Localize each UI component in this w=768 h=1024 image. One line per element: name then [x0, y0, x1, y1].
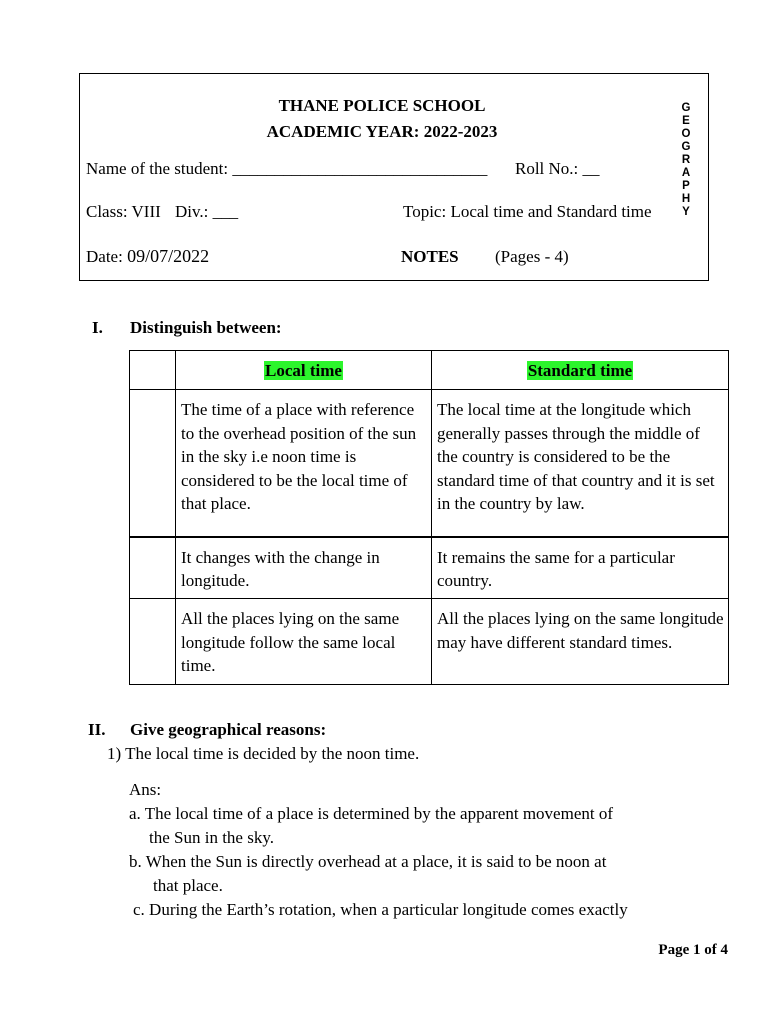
subject-letter: G [681, 141, 691, 153]
subject-letter: O [681, 128, 691, 140]
subject-letter: H [681, 193, 691, 205]
table-row [130, 537, 729, 599]
pages-count: (Pages - 4) [495, 247, 569, 266]
table-row [130, 390, 729, 537]
table-cell: The local time at the longitude which generally passes through the middle of the country is considered to be the standard time of that country and it is set in the country by law. [432, 390, 729, 537]
subject-vertical-label [679, 102, 693, 219]
section2-number: II. [88, 720, 106, 739]
date [86, 246, 209, 267]
header-standard-time: Standard time [527, 361, 633, 380]
topic: Topic: Local time and Standard time [403, 202, 652, 221]
table-cell: All the places lying on the same longitude may have different standard times. [432, 599, 729, 685]
subject-letter: A [681, 167, 691, 179]
class-label: Class: VIII [86, 202, 161, 221]
roll-no: Roll No.: __ [515, 159, 600, 178]
section1-title: Distinguish between: [130, 318, 282, 337]
header-box [79, 73, 709, 281]
date-value: 09/07/2022 [127, 246, 210, 266]
table-num-cell [130, 351, 176, 390]
table-num-cell [130, 599, 176, 685]
subject-letter: G [681, 102, 691, 114]
answer-label: Ans: [129, 780, 162, 799]
school-name: THANE POLICE SCHOOL [278, 96, 486, 115]
answer-a-line2: the Sun in the sky. [149, 828, 274, 847]
date-label: Date: [86, 247, 128, 266]
table-cell: All the places lying on the same longitude follow the same local time. [176, 599, 432, 685]
page-number: Page 1 of 4 [658, 942, 728, 958]
table-num-cell [130, 537, 176, 599]
subject-letter: Y [682, 206, 690, 218]
table-cell: It changes with the change in longitude. [176, 537, 432, 599]
notes-label: NOTES [401, 247, 459, 266]
table-cell: The time of a place with reference to the overhead position of the sun in the sky i.e noon time is considered to be the local time of that place. [176, 390, 432, 537]
subject-letter: R [681, 154, 691, 166]
section1-number: I. [92, 318, 103, 337]
div-label: Div.: ___ [175, 202, 239, 221]
table-header-cell [432, 351, 729, 390]
subject-letter: P [682, 180, 690, 192]
academic-year: ACADEMIC YEAR: 2022-2023 [266, 122, 498, 141]
table-header-cell [176, 351, 432, 390]
table-num-cell [130, 390, 176, 537]
answer-c-line1: c. During the Earth’s rotation, when a particular longitude comes exactly [133, 900, 628, 919]
section2-title: Give geographical reasons: [130, 720, 327, 739]
answer-b-line1: b. When the Sun is directly overhead at a place, it is said to be noon at [129, 852, 607, 871]
comparison-table [129, 350, 729, 685]
student-name-line: Name of the student: ______________________________ [86, 159, 488, 178]
header-local-time: Local time [265, 361, 342, 380]
table-cell: It remains the same for a particular country. [432, 537, 729, 599]
answer-a-line1: a. The local time of a place is determined by the apparent movement of [129, 804, 614, 823]
answer-b-line2: that place. [153, 876, 223, 895]
question-1: 1) The local time is decided by the noon time. [107, 744, 420, 763]
subject-letter: E [682, 115, 690, 127]
table-row [130, 599, 729, 685]
table-header-row [130, 351, 729, 390]
